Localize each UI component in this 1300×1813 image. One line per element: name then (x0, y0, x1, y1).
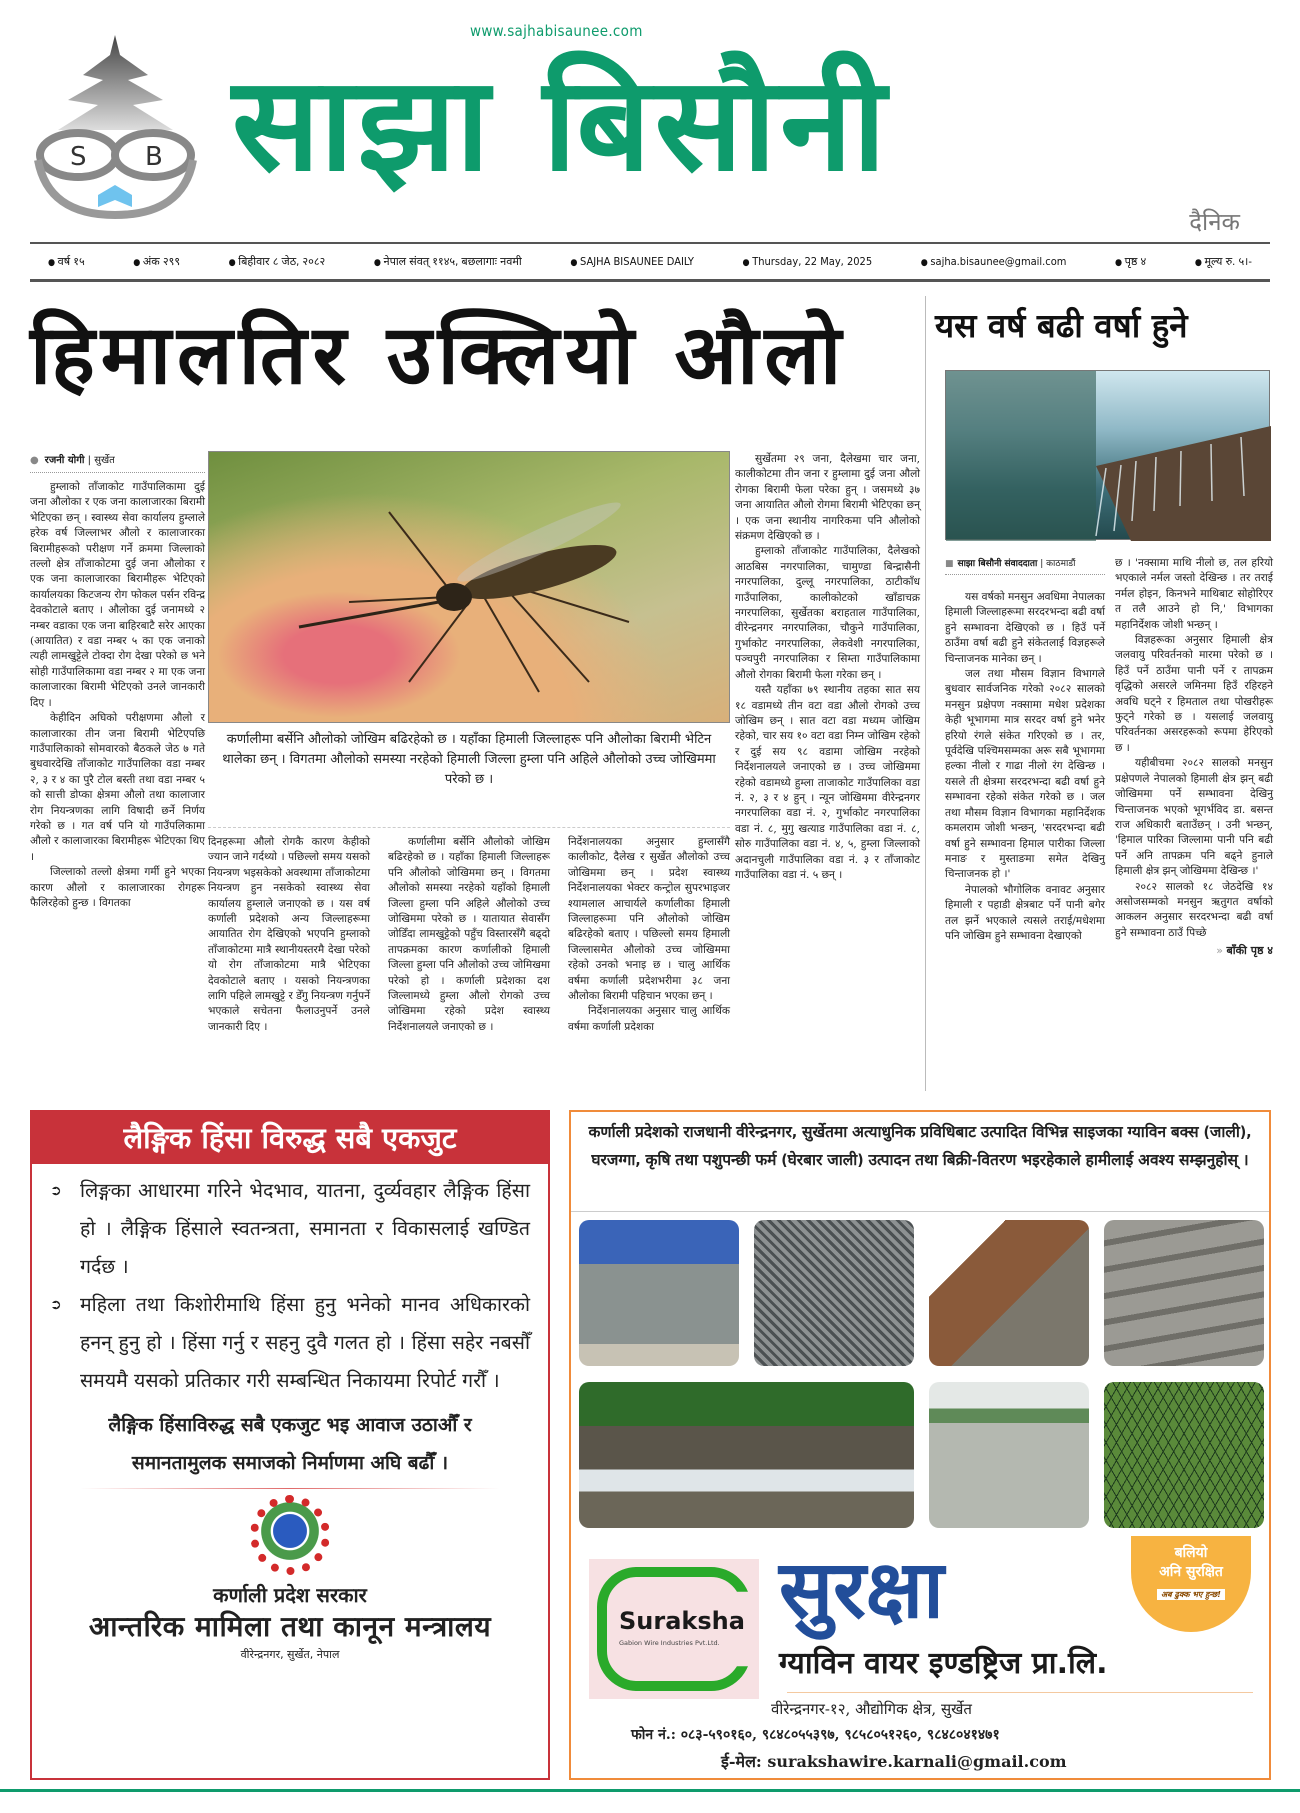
paragraph: जल तथा मौसम विज्ञान विभागले बुधवार सार्वजनिक गरेको २०८२ सालको मनसुन प्रक्षेपण नक्सामा मधेश प्रदेशका केही भूभागमा मात्र सरदर वर्षा हुने भनेर हरियो रंगले संकेत गरिएको छ । तर, पूर्वदेखि पश्चिमसम्मका अरू सबै भूभागमा हल्का नीलो र गाढा नीलो रंग देखिन्छ । यसले ती क्षेत्रमा सरदरभन्दा बढी वर्षा हुने सम्भावना रहेको संकेत गरेको छ । जल तथा मौसम विज्ञान विभागका महानिर्देशक कमलराम जोशी भन्छन्, 'सरदरभन्दा बढी वर्षा हुने सम्भावना हिमाल पारीका जिल्ला मनाङ र मुस्ताङमा समेत देखिनु चिन्ताजनक हो ।' (945, 668, 1105, 881)
footer-rule (0, 1789, 1300, 1792)
logo-letter-s: S (70, 142, 87, 172)
side-column-1 (945, 590, 1105, 1090)
gabion-photo (929, 1220, 1089, 1366)
logo-subtitle: Gabion Wire Industries Pvt.Ltd. (619, 1639, 720, 1647)
gabion-gallery (579, 1220, 1259, 1530)
logo-letter-b: B (145, 142, 163, 172)
arrow-bullet-icon: ➲ (50, 1297, 62, 1313)
side-column-2 (1115, 556, 1273, 1092)
continued-link[interactable] (1115, 943, 1273, 958)
lead-headline: हिमालतिर उक्लियो औलो (30, 308, 848, 403)
ad-call-to-action: लैङ्गिक हिंसाविरुद्ध सबै एकजुट भइ आवाज उठाऔँ र समानतामुलक समाजको निर्माणमा अघि बढौँ । (108, 1414, 472, 1474)
ad-bullet (50, 1286, 530, 1400)
gabion-photo (754, 1220, 914, 1366)
double-chevron-icon: » (1216, 944, 1227, 958)
paragraph: केहीदिन अघिको परीक्षणमा औलो र कालाजारका तीन जना बिरामी भेटिएपछि गाउँपालिकाको सोमवारको बैठकले जेठ ७ गते बुधवारदेखि ताँजाकोट गाउँपालिका वडा नम्बर २, ३ र ४ का पुरै टोल बस्ती तथा वडा नम्बर ५ को सात्ती डोप्का क्षेत्रमा औलो तथा कालाजार रोग नियन्त्रणका लागि विषादी छर्ने निर्णय गरेको छ । गत वर्ष पनि यो गाउँपलिकामा औलो र कालाजारका बिरामीहरू भेटिएका थिए । (30, 712, 206, 863)
logo-name: Suraksha (619, 1607, 745, 1635)
newspaper-logo-icon (28, 35, 203, 215)
badge-line-2: अनि सुरक्षित (1159, 1564, 1223, 1580)
gender-violence-ad (30, 1110, 550, 1780)
paragraph: विज्ञहरूका अनुसार हिमाली क्षेत्र जलवायु परिवर्तनको मारमा परेको छ । हिउँ पर्ने ठाउँमा पानी पर्ने र तापक्रम वृद्धिको असरले जमिनमा हिउँ रहिरहने अवधि घट्ने र हिमताल तथा पोखरीहरू फुट्ने गरेको छ । यसलाई जलवायु परिवर्तनका असरहरूको रूपमा हेरिएको छ । (1115, 634, 1273, 754)
ad-bullet-text: लिङ्गका आधारमा गरिने भेदभाव, यातना, दुर्व्यवहार लैङ्गिक हिंसा हो । लैङ्गिक हिंसाले स्वतन्त्रता, समानता र विकासलाई खण्डित गर्दछ । (80, 1179, 530, 1278)
byline-place: सुर्खेत (94, 455, 115, 466)
paragraph: २०८२ सालको १८ जेठदेखि १४ असोजसम्मको मनसुन ऋतुगत वर्षाको आकलन अनुसार सरदरभन्दा बढी वर्षा हुने सम्भावना ठाउँ पिच्छे (1115, 880, 1273, 939)
side-byline: ■ साझा बिसौनी संवाददाता | काठमाडौं (945, 556, 1105, 575)
gov-name: कर्णाली प्रदेश सरकार (213, 1583, 367, 1607)
masthead (0, 0, 1300, 240)
square-bullet-icon: ■ (945, 559, 954, 569)
site-url-link[interactable]: www.sajhabisaunee.com (470, 22, 643, 40)
ministry-address: वीरेन्द्रनगर, सुर्खेत, नेपाल (240, 1648, 340, 1661)
company-phone: फोन नं.: ०८३-५९०१६०, ९८४८०५५३९७, ९८५८०५१२६०, ९८४८०४१४७१ (631, 1727, 1000, 1743)
ministry-name: आन्तरिक मामिला तथा कानून मन्त्रालय (88, 1610, 492, 1643)
price: ● मूल्य रु. ५।- (1195, 254, 1252, 269)
byline-place: काठमाडौं (1046, 559, 1076, 569)
issue-number: ● अंक २९९ (133, 254, 180, 269)
gabion-photo (929, 1382, 1089, 1528)
paragraph: निर्देशनालयका अनुसार हुम्लासँगै कालीकोट, दैलेख र सुर्खेत औलोको उच्च जोखिममा छन् । प्रदेश स्वास्थ्य निर्देशनालयका भेक्टर कन्ट्रोल सुपरभाइजर श्यामलाल आचार्यले कर्णालीका हिमाली जिल्लाहरूमा पनि औलोको जोखिम बढिरहेको बताए । पछिल्लो समय हिमाली जिल्लासमेत औलोको उच्च जोखिममा रहेको उनको भनाइ छ । चालु आर्थिक वर्षमा कर्णाली प्रदेशभरीमा ३८ जना औलोका बिरामी पहिचान भएका छन् । (568, 836, 730, 1003)
badge-line-1: बलियो (1174, 1545, 1208, 1561)
date-english: ● Thursday, 22 May, 2025 (743, 255, 873, 268)
paragraph: दिनहरूमा औलो रोगकै कारण केहीको ज्यान जाने गर्दथ्यो । पछिल्लो समय यसको नियन्त्रण भइसकेको अवस्थामा ताँजाकोटमा नियन्त्रण हुन नसकेको स्वास्थ्य सेवा कार्यालय हुम्लाले जनाएको छ । यस वर्ष कर्णाली प्रदेशको अन्य जिल्लाहरूमा आयातित रोग देखिएको भएपनि हुम्लाको ताँजाकोटमा मात्रै स्थानीयस्तरमै देखा परेको यो रोग ताँजाकोटमा मात्रै भेटिएका देवकोटाले बताए । यसको नियन्त्रणका लागि पहिले लामखुट्टे र डेँगु नियन्त्रण गर्नुपर्ने भएकाले सचेतना फैलाउनुपर्ने उनले जानकारी दिए । (208, 836, 370, 1033)
nepal-sambat: ● नेपाल संवत् ११४५, बछलागाः नवमी (374, 254, 522, 269)
mosquito-photo-caption: कर्णालीमा बर्सेनि औलोको जोखिम बढिरहेको छ । यहाँका हिमाली जिल्लाहरू पनि औलोका बिरामी भेटिन थालेका छन् । विगतमा औलोको समस्या नरहेको हिमाली जिल्ला हुम्ला पनि अहिले औलोको उच्च जोखिममा परेको छ । (208, 730, 730, 828)
company-email[interactable]: ई-मेल: surakshawire.karnali@gmail.com (721, 1752, 1067, 1771)
contact-email[interactable]: ● sajha.bisaunee@gmail.com (921, 255, 1067, 268)
bullet-icon: ● (30, 455, 39, 466)
lead-column-4 (568, 835, 730, 1098)
gabion-photo (579, 1220, 739, 1366)
ad-heading: लैङ्गिक हिंसा विरुद्ध सबै एकजुट (32, 1112, 548, 1164)
gabion-photo (579, 1382, 914, 1528)
divider (787, 1692, 1253, 1693)
fence-photo (1104, 1382, 1264, 1528)
lead-column-2 (208, 835, 370, 1098)
paper-name: ● SAJHA BISAUNEE DAILY (570, 255, 694, 268)
byline-author: रजनी योगी (44, 455, 85, 466)
mosquito-icon (209, 452, 731, 724)
paragraph: यस वर्षको मनसुन अवधिमा नेपालका हिमाली जिल्लाहरूमा सरदरभन्दा बढी वर्षा हुने सम्भावना देखिएको छ । हिउँ पर्ने ठाउँमा वर्षा बढी हुने संकेतलाई विज्ञहरूले चिन्ताजनक मानेका छन् । (945, 591, 1105, 665)
continued-label: बाँकी पृष्ठ ४ (1226, 944, 1273, 958)
newspaper-subtitle: दैनिक (1189, 208, 1240, 236)
newspaper-title: साझा बिसौनी (232, 47, 891, 200)
ad-bullet (50, 1172, 530, 1286)
lead-byline: ● रजनी योगी | सुर्खेत (30, 452, 205, 473)
company-address: वीरेन्द्रनगर-१२, औद्योगिक क्षेत्र, सुर्खेत (771, 1700, 972, 1718)
ad-bullet-text: महिला तथा किशोरीमाथि हिंसा हुनु भनेको मानव अधिकारको हनन् हुनु हो । हिंसा गर्नु र सहनु दुवै गलत हो । हिंसा सहेर नबसौँ समयमै यसको प्रतिकार गरी सम्बन्धित निकायमा रिपोर्ट गरौँ । (80, 1293, 531, 1392)
paragraph: हुम्लाको ताँजाकोट गाउँपालिका, दैलेखको आठबिस नगरपालिका, चामुण्डा बिन्द्रासैनी नगरपालिका, दुल्लू नगरपालिका, ठाटीकाँध गाउँपालिका, कालीकोटको खाँडाचक्र नगरपालिका, सुर्खेतका बराहताल गाउँपालिका, वीरेन्द्रनगर नगरपालिका, चौकुने गाउँपालिका, गुर्भाकोट नगरपालिका, लेकवेशी नगरपालिका, पञ्चपुरी नगरपालिका र सिम्ता गाउँपालिकामा औलो रोगका बिरामी फेला गरेका छन् । (735, 545, 920, 681)
byline-author: साझा बिसौनी संवाददाता (957, 559, 1038, 569)
lead-column-5-top (735, 452, 920, 881)
lead-column-3 (388, 835, 550, 1098)
info-bar (30, 242, 1270, 282)
paragraph: नेपालको भौगोलिक वनावट अनुसार हिमाली र पहाडी क्षेत्रबाट पर्ने पानी बगेर तल झर्ने भएकाले त्यसले तराई/मधेशमा पनि जोखिम हुने सम्भावना देखाएको (945, 883, 1105, 942)
paragraph: हुम्लाको ताँजाकोट गाउँपालिकामा दुई जना औलोका र एक जना कालाजारका बिरामी भेटिएका छन् । स्वास्थ्य सेवा कार्यालय हुम्लाले हरेक वर्ष जिल्लाभर औलो र कालाजारका बिरामीहरूको परीक्षण गर्ने क्रममा जिल्लाको तल्लो क्षेत्र ताँजाकोटमा दुई जना औलोका र एक जना कालाजारका बिरामीहरू भेटिएको कार्यालयका किटजन्य रोग फोकल पर्सन रविन्द्र देवकोटाले बताए । औलोका दुई जनामध्ये २ नम्बर वडाका एक जना बाहिरबाटै सरेर आएका (आयातित) र वडा नम्बर ५ का एक जनाको त्यही लामखुट्टेले टोक्दा रोग देखा परेको छ भने सोही गाउँपालिकामा वडा नम्बर २ मा एक जना कालाजारका बिरामी भेटिएको उनले जानकारी दिए । (30, 481, 205, 709)
mosquito-photo (208, 451, 730, 723)
strong-safe-badge (1131, 1536, 1251, 1632)
suraksha-logo (589, 1559, 759, 1699)
volume-number: ● वर्ष १५ (48, 254, 85, 269)
brand-name: सुरक्षा (779, 1543, 944, 1636)
badge-line-3: अब ढुक्क भए हुन्छ! (1157, 1589, 1225, 1600)
paragraph: यस्तै यहाँका ७९ स्थानीय तहका सात सय १८ वडामध्ये तीन वटा वडा औलो रोगको उच्च जोखिम छन् । सात वटा वडा मध्यम जोखिम रहेको, चार सय १० वटा वडा निम्न जोखिम रहेको र दुई सय ९८ वडामा जोखिम नरहेको निर्देशनालयले जनाएको छ । उच्च जोखिममा रहेको वडामध्ये हुम्ला ताजाकोट गाउँपालिका वडा नं. २, ३ र ४ हुन् । न्यून जोखिममा वीरेन्द्रनगर नगरपालिका वडा नं. २, गुर्भाकोट नगरपालिका वडा नं. ८, मुगु खत्याड गाउँपालिका वडा नं. ८, सोरु गाउँपालिका वडा नं. ४, ५, हुम्ला जिल्लाको अदानचुली गाउँपालिका वडा नं. ३ र ताँजाकोट गाउँपालिका वडा नं. ५ छन् । (735, 684, 920, 881)
paragraph: छ । 'नक्सामा माथि नीलो छ, तल हरियो भएकाले नर्मल जस्तो देखिन्छ । तर तराई नर्मल होइन, किनभने माथिबाट सोहोरिएर त तलै आउने हो नि,' विभागका महानिर्देशक जोशी भन्छन् । (1115, 557, 1273, 631)
ad-intro: कर्णाली प्रदेशको राजधानी वीरेन्द्रनगर, सुर्खेतमा अत्याधुनिक प्रविधिबाट उत्पादित विभिन्न साइजका ग्याविन बक्स (जाली), घरजग्गा, कृषि तथा पशुपन्छी फर्म (घेरबार जाली) उत्पादन तथा बिक्री-वितरण भइरहेकाले हामीलाई अवश्य सम्झनुहोस् । (571, 1112, 1269, 1212)
column-divider (925, 296, 926, 1091)
paragraph: सुर्खेतमा २९ जना, दैलेखमा चार जना, कालीकोटमा तीन जना र हुम्लामा दुई जना औलो रोगका बिरामी फेला परेका हुन् । जसमध्ये ३७ जना आयातित औलो रोगमा बिरामी भेटिएका छन् । एक जना स्थानीय नागरिकमा पनि औलोको संक्रमण देखिएको छ । (735, 453, 920, 543)
paragraph: निर्देशनालयका अनुसार चालु आर्थिक वर्षमा कर्णाली प्रदेशका (568, 1005, 730, 1033)
paragraph: यहीबीचमा २०८२ सालको मनसुन प्रक्षेपणले नेपालको हिमाली क्षेत्र झन् बढी जोखिममा पर्ने सम्भावना देखिनु चिन्ताजनक भएको भूगर्भविद डा. बसन्त राज अधिकारी बताउँछन् । उनी भन्छन्, 'हिमाल पारिका जिल्लामा पानी पनि बढी पर्ने अनि तापक्रम पनि बढ्ने हुनाले हिमाली क्षेत्र झन् जोखिममा देखिन्छ ।' (1115, 757, 1273, 878)
company-name: ग्याविन वायर इण्डष्ट्रिज प्रा.लि. (779, 1646, 1108, 1681)
arrow-bullet-icon: ➲ (50, 1183, 62, 1199)
nepal-emblem-icon (250, 1495, 330, 1575)
side-headline: यस वर्ष बढी वर्षा हुने (935, 306, 1188, 345)
paragraph: जिल्लाको तल्लो क्षेत्रमा गर्मी हुने भएका कारण औलो र कालाजारका रोगहरू फैलिरहेको हुन्छ । विगतका (30, 866, 205, 909)
page-number: ● पृष्ठ ४ (1115, 254, 1146, 269)
divider (80, 1488, 500, 1489)
gabion-photo (1104, 1220, 1264, 1366)
lead-column-1 (30, 480, 205, 1098)
paragraph: कर्णालीमा बर्सेनि औलोको जोखिम बढिरहेको छ । यहाँका हिमाली जिल्लाहरू पनि औलोको जोखिममा छन् । विगतमा औलोको समस्या नरहेको यहाँको हिमाली जिल्ला हुम्ला पनि अहिले औलोको उच्च जोखिममा परेको छ । यातायात सेवासँग जोडिँदा लामखुट्टेको पहुँच विस्तारसँगै बढ्दो तापक्रमका कारण कर्णालीको हिमाली जिल्ला हुम्ला पनि औलोको उच्च जोमिखमा परेको हो । कर्णाली प्रदेशका दश जिल्लामध्ये हुम्ला औलो रोगको उच्च जोखिममा रहेको प्रदेश स्वास्थ्य निर्देशनालयले जनाएको छ । (388, 836, 550, 1033)
rain-roof-icon (946, 371, 1271, 541)
date-nepali: ● बिहीवार ८ जेठ, २०८२ (229, 254, 326, 269)
rain-photo (945, 370, 1270, 540)
suraksha-ad (569, 1110, 1271, 1780)
